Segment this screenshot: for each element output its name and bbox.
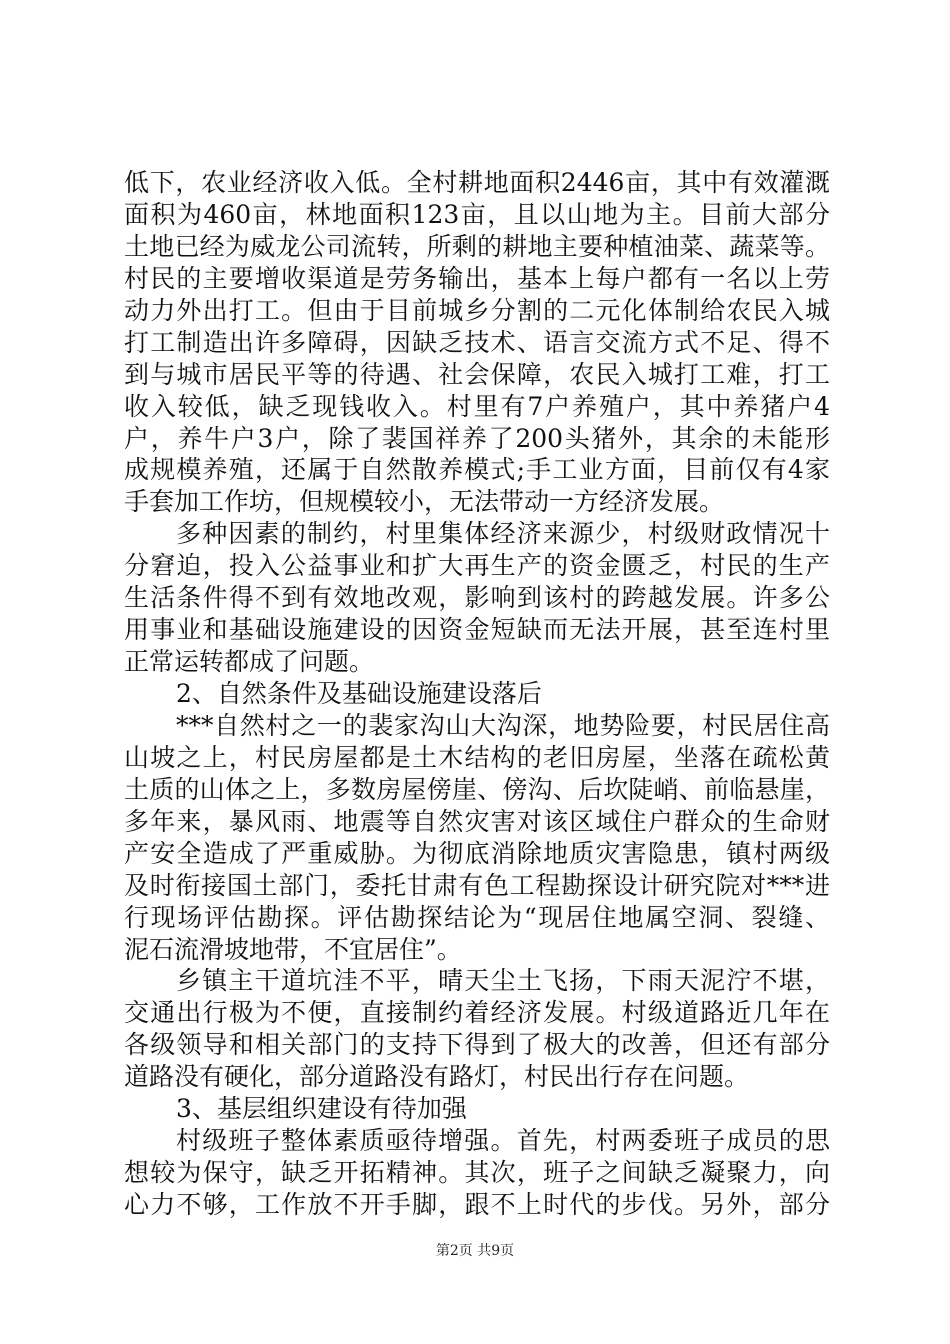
page-number-footer: 第2页 共9页 [435,1243,515,1259]
paragraph-first-line: 乡镇主干道坑洼不平，晴天尘土飞扬，下雨天泥泞不堪， [176,966,830,995]
text-line: 道路没有硬化，部分道路没有路灯，村民出行存在问题。 [124,1062,750,1091]
text-line: 户，养牛户3户，除了裴国祥养了200头猪外，其余的未能形 [124,424,830,453]
text-line: 想较为保守，缺乏开拓精神。其次，班子之间缺乏凝聚力，向 [124,1158,830,1187]
text-line: 生活条件得不到有效地改观，影响到该村的跨越发展。许多公 [124,583,830,612]
paragraph-first-line: ***自然村之一的裴家沟山大沟深，地势险要，村民居住高 [176,711,830,740]
text-line: 正常运转都成了问题。 [124,647,375,676]
text-line: 村民的主要增收渠道是劳务输出，基本上每户都有一名以上劳 [124,264,830,293]
text-line: 泥石流滑坡地带，不宜居住”。 [124,935,462,964]
text-line: 土地已经为威龙公司流转，所剩的耕地主要种植油菜、蔬菜等。 [124,232,830,261]
text-line: 山坡之上，村民房屋都是土木结构的老旧房屋，坐落在疏松黄 [124,743,830,772]
text-line: 收入较低，缺乏现钱收入。村里有7户养殖户，其中养猪户4 [124,392,830,421]
text-line: 打工制造出许多障碍，因缺乏技术、语言交流方式不足、得不 [124,328,830,357]
text-line: 产安全造成了严重威胁。为彻底消除地质灾害隐患，镇村两级 [124,839,830,868]
text-line: 成规模养殖，还属于自然散养模式;手工业方面，目前仅有4家 [124,455,830,484]
text-line: 到与城市居民平等的待遇、社会保障，农民入城打工难，打工 [124,360,830,389]
text-line: 及时衔接国土部门，委托甘肃有色工程勘探设计研究院对***进 [124,871,830,900]
text-line: 交通出行极为不便，直接制约着经济发展。村级道路近几年在 [124,998,830,1027]
section-heading: 3、基层组织建设有待加强 [176,1094,467,1123]
paragraph-first-line: 多种因素的制约，村里集体经济来源少，村级财政情况十 [176,519,830,548]
text-line: 分窘迫，投入公益事业和扩大再生产的资金匮乏，村民的生产 [124,551,830,580]
text-line: 面积为460亩，林地面积123亩，且以山地为主。目前大部分 [124,200,830,229]
text-line: 心力不够，工作放不开手脚，跟不上时代的步伐。另外，部分 [124,1190,830,1219]
text-line: 手套加工作坊，但规模较小，无法带动一方经济发展。 [124,487,725,516]
text-line: 土质的山体之上，多数房屋傍崖、傍沟、后坎陡峭、前临悬崖， [124,775,830,804]
section-heading: 2、自然条件及基础设施建设落后 [176,679,542,708]
text-line: 低下，农业经济收入低。全村耕地面积2446亩，其中有效灌溉 [124,168,830,197]
text-line: 各级领导和相关部门的支持下得到了极大的改善，但还有部分 [124,1030,830,1059]
text-line: 动力外出打工。但由于目前城乡分割的二元化体制给农民入城 [124,296,830,325]
text-line: 多年来，暴风雨、地震等自然灾害对该区域住户群众的生命财 [124,807,830,836]
text-line: 行现场评估勘探。评估勘探结论为“现居住地属空洞、裂缝、 [124,903,830,932]
paragraph-first-line: 村级班子整体素质亟待增强。首先，村两委班子成员的思 [176,1126,830,1155]
text-line: 用事业和基础设施建设的因资金短缺而无法开展，甚至连村里 [124,615,830,644]
